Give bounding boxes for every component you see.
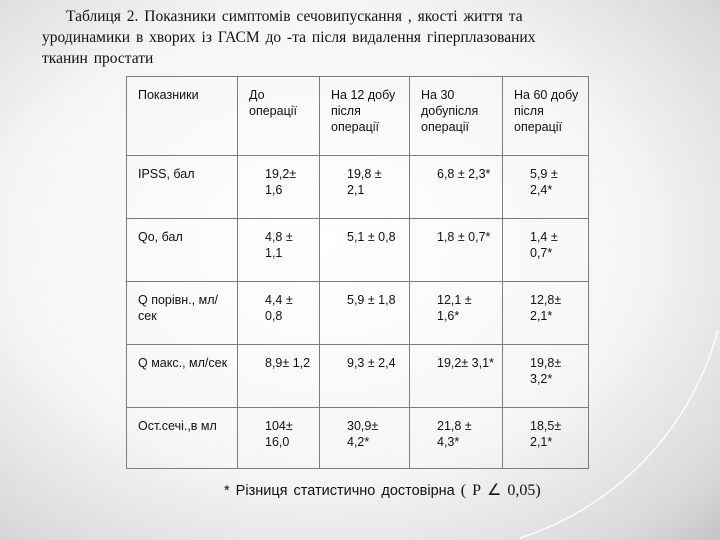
value-before: 8,9± 1,2: [265, 356, 311, 370]
cell-value: [410, 345, 503, 408]
value-day-30: 1,8 ± 0,7*: [437, 230, 491, 244]
value-before: 4,8 ± 1,1: [265, 230, 293, 260]
value-day-30: 19,2± 3,1*: [437, 356, 494, 370]
table-row-q-average: [127, 282, 589, 345]
value-day-30: 21,8 ± 4,3*: [437, 419, 472, 449]
table-row-q-max: [127, 345, 589, 408]
value-day-12: 9,3 ± 2,4: [347, 356, 396, 370]
cell-value: [410, 219, 503, 282]
cell-value: [503, 408, 589, 469]
cell-value: [238, 219, 320, 282]
value-day-12: 19,8 ± 2,1: [347, 167, 382, 197]
cell-value: [320, 219, 410, 282]
table-row-qo: [127, 219, 589, 282]
value-day-60: 19,8± 3,2*: [530, 356, 562, 386]
header-before-surgery: До операції: [238, 77, 320, 156]
results-table: [126, 76, 589, 469]
header-day-60: На 60 добу після операції: [503, 77, 589, 156]
value-day-30: 12,1 ± 1,6*: [437, 293, 472, 323]
cell-value: [410, 282, 503, 345]
row-label: IPSS, бал: [127, 156, 238, 219]
cell-value: [320, 282, 410, 345]
value-day-60: 12,8± 2,1*: [530, 293, 562, 323]
value-day-12: 5,1 ± 0,8: [347, 230, 396, 244]
cell-value: [320, 408, 410, 469]
table-title: [42, 6, 672, 69]
cell-value: [238, 408, 320, 469]
header-day-30: На 30 добупісля операції: [410, 77, 503, 156]
value-day-60: 18,5± 2,1*: [530, 419, 562, 449]
cell-value: [503, 156, 589, 219]
footnote-p-value: ( Р ∠ 0,05): [460, 482, 541, 499]
value-before: 104± 16,0: [265, 419, 293, 449]
row-label: Q порівн., мл/сек: [127, 282, 238, 345]
cell-value: [238, 156, 320, 219]
value-before: 19,2± 1,6: [265, 167, 297, 197]
cell-value: [320, 345, 410, 408]
row-label: Q макс., мл/сек: [127, 345, 238, 408]
cell-value: [238, 345, 320, 408]
row-label: Qo, бал: [127, 219, 238, 282]
title-line-3: тканин простати: [42, 50, 154, 67]
title-line-1: Таблиця 2. Показники симптомів сечовипускання , якості життя та: [66, 8, 523, 25]
table-header-row: [127, 77, 589, 156]
cell-value: [503, 282, 589, 345]
cell-value: [410, 156, 503, 219]
title-line-2: уродинамики в хворих із ГАСМ до -та після видалення гіперплазованих: [42, 29, 536, 46]
table-row-ipss: [127, 156, 589, 219]
cell-value: [503, 345, 589, 408]
cell-value: [503, 219, 589, 282]
cell-value: [238, 282, 320, 345]
table-row-residual-urine: [127, 408, 589, 469]
cell-value: [410, 408, 503, 469]
header-indicators: Показники: [127, 77, 238, 156]
footnote-text: * Різниця статистично достовірна: [224, 483, 455, 499]
value-day-60: 5,9 ± 2,4*: [530, 167, 558, 197]
value-day-12: 30,9± 4,2*: [347, 419, 379, 449]
value-day-30: 6,8 ± 2,3*: [437, 167, 491, 181]
value-day-60: 1,4 ± 0,7*: [530, 230, 558, 260]
cell-value: [320, 156, 410, 219]
row-label: Ост.сечі.,в мл: [127, 408, 238, 469]
significance-footnote: [224, 480, 541, 500]
header-day-12: На 12 добу після операції: [320, 77, 410, 156]
value-before: 4,4 ± 0,8: [265, 293, 293, 323]
value-day-12: 5,9 ± 1,8: [347, 293, 396, 307]
